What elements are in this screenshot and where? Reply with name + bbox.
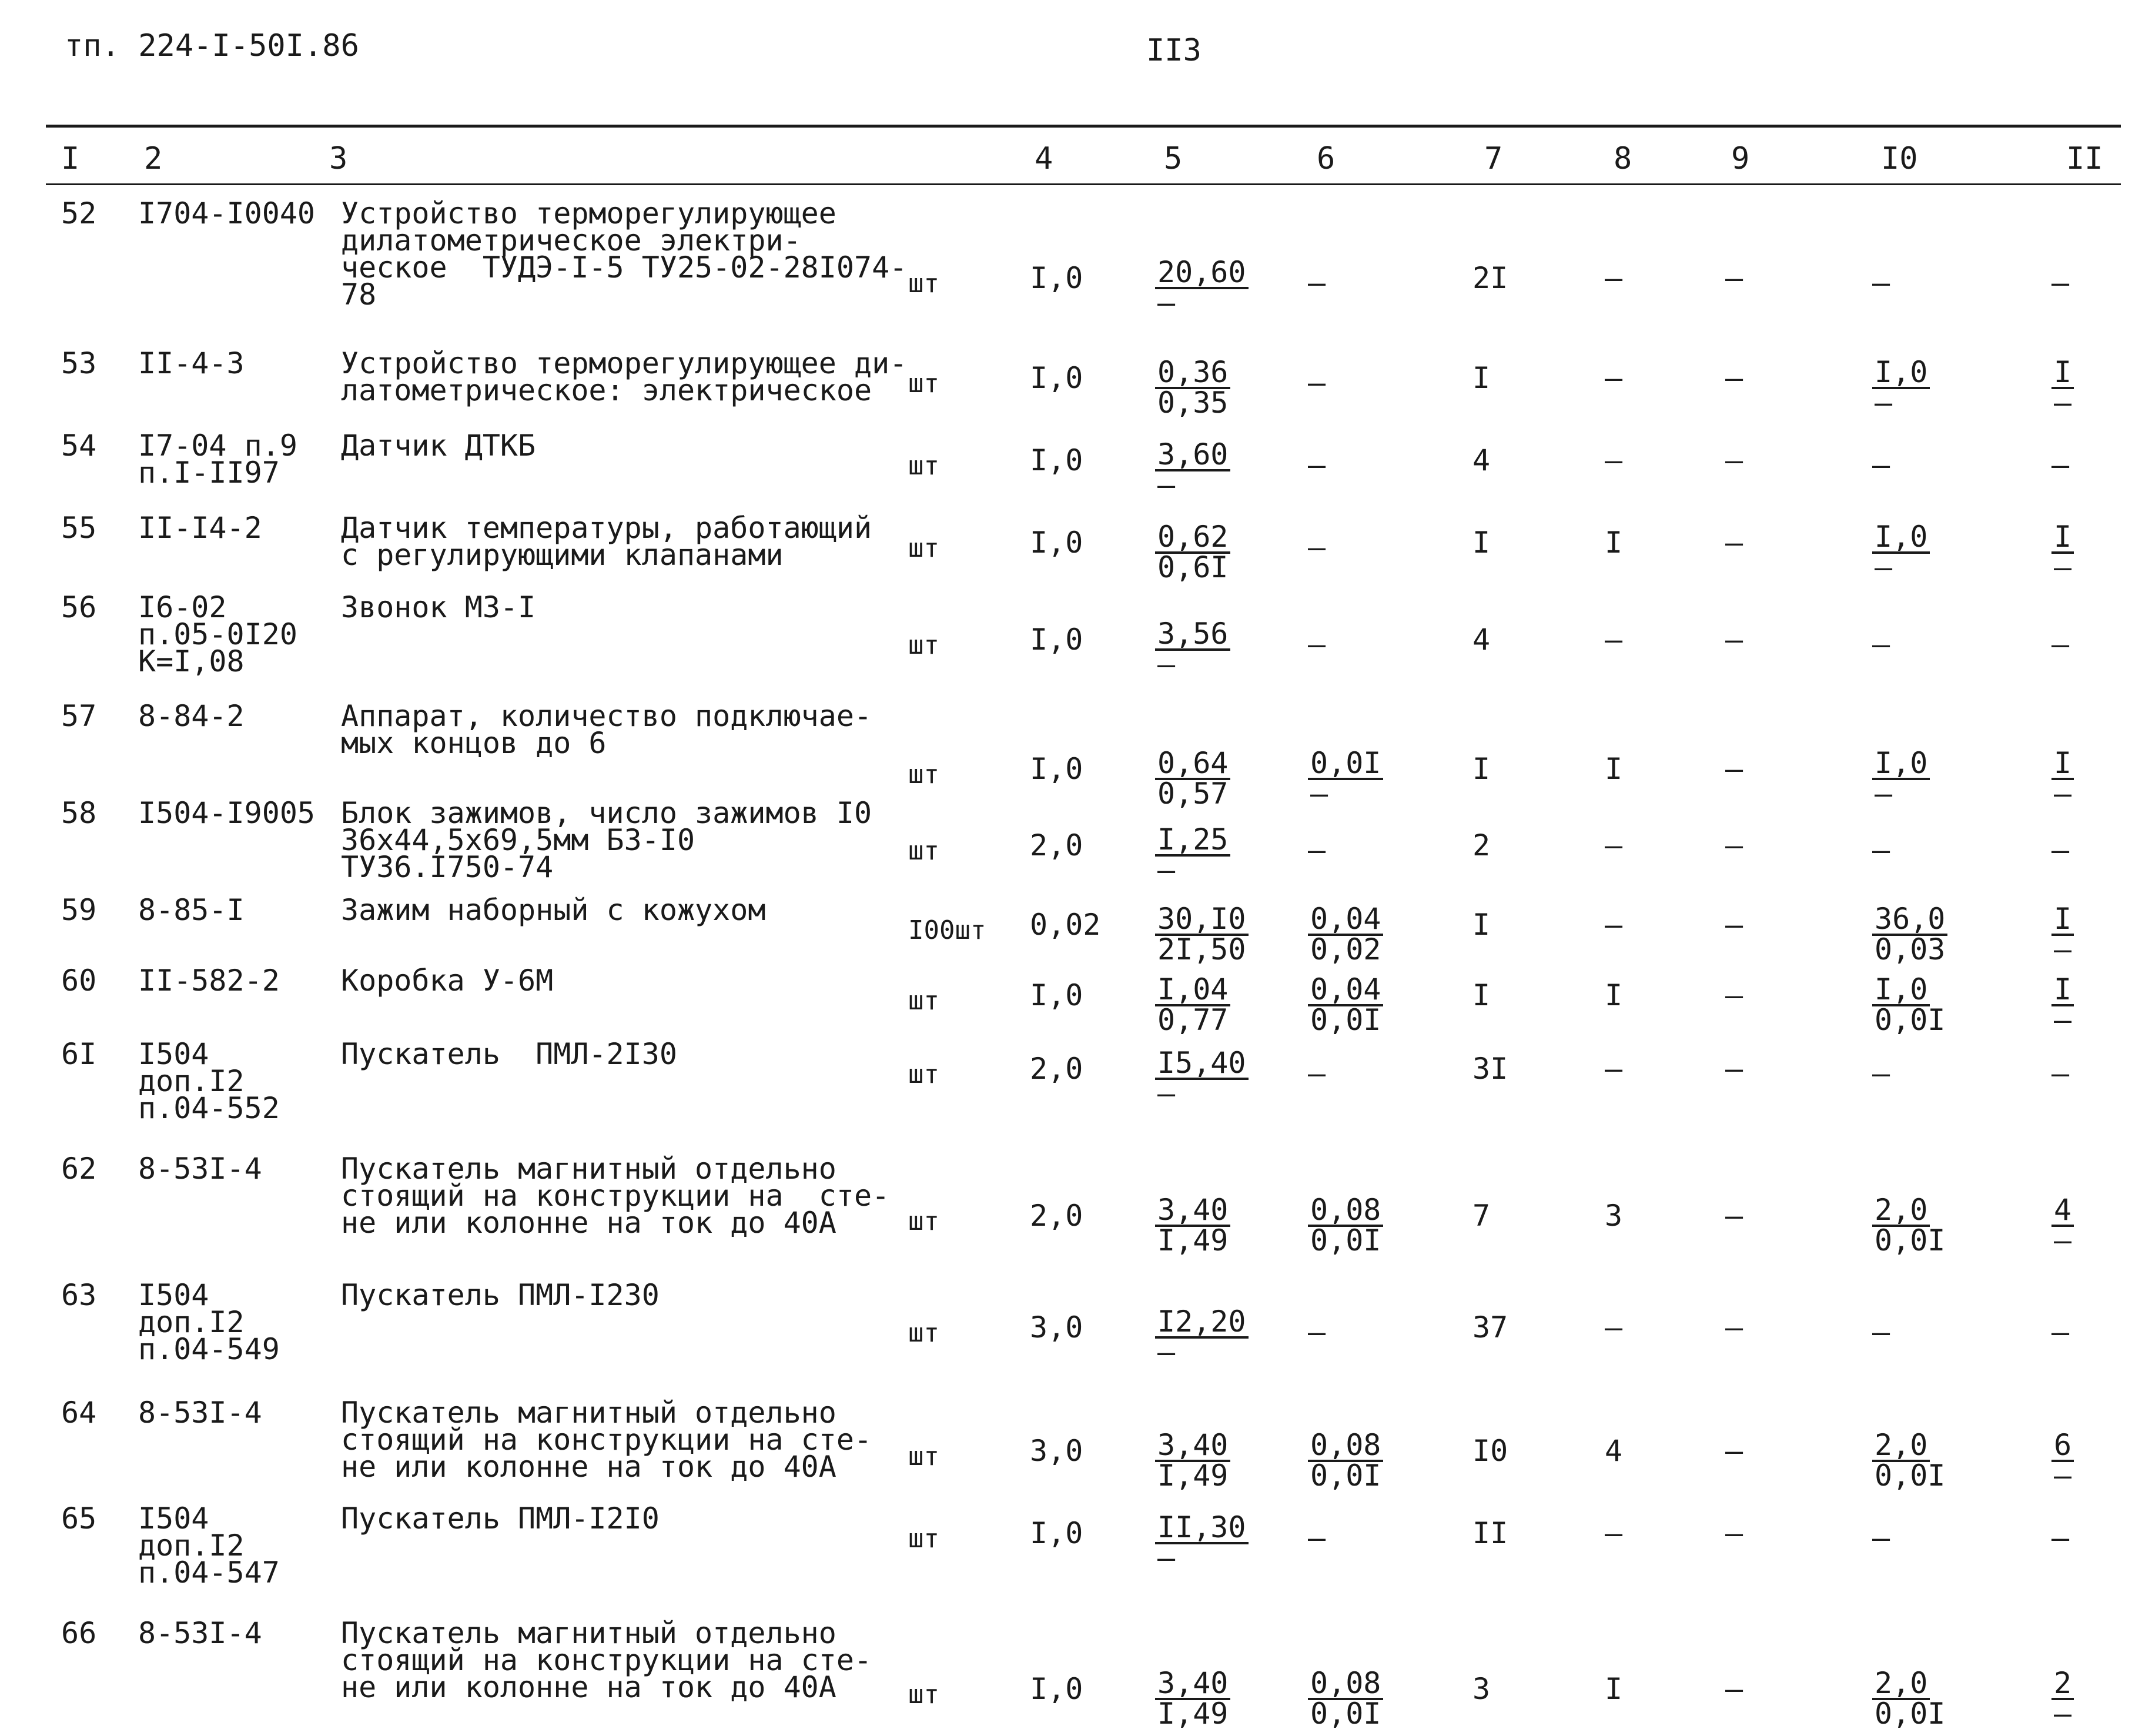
unit: шт: [908, 533, 939, 563]
page-number: II3: [1146, 33, 1201, 68]
col9-value: –: [1725, 1199, 1743, 1233]
col5-value: [1155, 1666, 1230, 1731]
col5-value-denominator: –: [1157, 853, 1176, 887]
row-number: 55: [61, 511, 97, 545]
col11-value-denominator: –: [2054, 550, 2072, 584]
work-description: Пускатель магнитный отдельно стоящий на конструкции на сте- не или колонне на ток до 40А: [341, 1396, 872, 1484]
col5-value: [1155, 520, 1230, 584]
col5-value-numerator: 3,60: [1155, 441, 1230, 471]
row-number: 62: [61, 1152, 97, 1186]
col6-value: –: [1308, 833, 1326, 867]
col5-value-numerator: I,25: [1155, 826, 1230, 857]
col9-value: –: [1725, 828, 1743, 862]
col6-value: [1308, 746, 1383, 811]
col8-value: I: [1605, 526, 1623, 560]
doc-code: тп. 224-I-50I.86: [65, 28, 359, 63]
col5-value-numerator: 30,I0: [1155, 905, 1249, 936]
column-header-1: I: [61, 141, 80, 176]
col6-value: –: [1308, 1521, 1326, 1555]
header-rule: [46, 183, 2121, 185]
col10-value-numerator: 2,0: [1872, 1670, 1930, 1700]
col6-value-denominator: 0,0I: [1310, 1459, 1381, 1493]
col11-value: [2051, 972, 2074, 1037]
col5-value-numerator: 0,62: [1155, 523, 1230, 554]
col10-value: –: [1872, 266, 1890, 300]
unit: шт: [908, 630, 939, 660]
col6-value: [1308, 902, 1383, 966]
quantity: I,0: [1030, 443, 1083, 477]
norm-code: II-582-2: [138, 964, 280, 998]
col11-value-numerator: I: [2051, 750, 2074, 780]
col10-value-numerator: I,0: [1872, 359, 1930, 389]
unit: шт: [908, 836, 939, 866]
col9-value: –: [1725, 1516, 1743, 1550]
norm-code: I704-I0040: [138, 196, 316, 230]
col5-value-numerator: 3,40: [1155, 1431, 1230, 1462]
col10-value: –: [1872, 448, 1890, 482]
column-header-7: 7: [1484, 141, 1503, 176]
col5-value-denominator: 0,57: [1157, 777, 1229, 811]
norm-code: 8-53I-4: [138, 1396, 262, 1430]
col10-value: –: [1872, 833, 1890, 867]
col10-value: [1872, 1666, 1946, 1731]
col9-value: –: [1725, 261, 1743, 295]
col5-value-denominator: I,49: [1157, 1223, 1229, 1257]
unit: шт: [908, 986, 939, 1016]
col6-value: [1308, 1666, 1383, 1731]
col6-value: –: [1308, 266, 1326, 300]
norm-code: 8-53I-4: [138, 1616, 262, 1650]
row-number: 58: [61, 796, 97, 830]
col10-value-denominator: –: [1875, 386, 1893, 420]
work-description: Датчик ДТКБ: [341, 429, 536, 463]
col7-value: 2I: [1472, 261, 1508, 295]
col5-value-denominator: 2I,50: [1157, 932, 1246, 966]
col7-value: 37: [1472, 1310, 1508, 1344]
col7-value: I: [1472, 361, 1491, 395]
col6-value-denominator: 0,0I: [1310, 1697, 1381, 1731]
col10-value: [1872, 746, 1930, 811]
col6-value-numerator: 0,04: [1308, 976, 1383, 1006]
col11-value: [2051, 520, 2074, 584]
norm-code: II-I4-2: [138, 511, 262, 545]
col11-value: [2051, 902, 2074, 966]
col8-value: 4: [1605, 1434, 1623, 1468]
col5-value-denominator: 0,77: [1157, 1003, 1229, 1037]
col8-value: –: [1605, 261, 1623, 295]
quantity: I,0: [1030, 978, 1083, 1012]
col6-value-numerator: 0,08: [1308, 1670, 1383, 1700]
col5-value-numerator: 0,36: [1155, 359, 1230, 389]
work-description: Пускатель ПМЛ-I230: [341, 1278, 660, 1312]
col8-value: I: [1605, 978, 1623, 1012]
col6-value: –: [1308, 366, 1326, 400]
quantity: 2,0: [1030, 1199, 1083, 1233]
work-description: Пускатель ПМЛ-2I30: [341, 1037, 677, 1071]
column-header-8: 8: [1614, 141, 1632, 176]
quantity: I,0: [1030, 261, 1083, 295]
col6-value: –: [1308, 1056, 1326, 1091]
col6-value-numerator: 0,08: [1308, 1431, 1383, 1462]
col5-value: [1155, 746, 1230, 811]
col5-value-denominator: 0,35: [1157, 386, 1229, 420]
col10-value: [1872, 1193, 1946, 1257]
col5-value-denominator: –: [1157, 1076, 1176, 1110]
col5-value: [1155, 355, 1230, 420]
col9-value: –: [1725, 1434, 1743, 1468]
unit: шт: [908, 1059, 939, 1089]
col6-value-denominator: 0,0I: [1310, 1003, 1381, 1037]
col6-value: –: [1308, 627, 1326, 661]
col7-value: I: [1472, 752, 1491, 786]
col11-value: –: [2051, 266, 2070, 300]
col11-value: –: [2051, 1315, 2070, 1349]
col9-value: –: [1725, 443, 1743, 477]
col8-value: –: [1605, 908, 1623, 942]
col5-value: [1155, 1046, 1249, 1110]
norm-code: 8-84-2: [138, 699, 245, 733]
col8-value: –: [1605, 443, 1623, 477]
col5-value-denominator: –: [1157, 286, 1176, 320]
norm-code: I504 доп.I2 п.04-552: [138, 1037, 280, 1125]
col5-value: [1155, 617, 1230, 681]
work-description: Звонок МЗ-I: [341, 590, 536, 624]
quantity: 3,0: [1030, 1310, 1083, 1344]
col6-value: –: [1308, 530, 1326, 564]
work-description: Зажим наборный с кожухом: [341, 893, 766, 927]
norm-code: I6-02 п.05-0I20 К=I,08: [138, 590, 297, 678]
col10-value-denominator: 0,0I: [1875, 1459, 1946, 1493]
work-description: Датчик температуры, работающий с регулирующими клапанами: [341, 511, 872, 572]
norm-code: 8-85-I: [138, 893, 245, 927]
col11-value: –: [2051, 627, 2070, 661]
col7-value: 7: [1472, 1199, 1491, 1233]
work-description: Аппарат, количество подключае- мых концов до 6: [341, 699, 872, 760]
col5-value: [1155, 1193, 1230, 1257]
col10-value-numerator: I,0: [1872, 523, 1930, 554]
col11-value: –: [2051, 448, 2070, 482]
col7-value: 3I: [1472, 1052, 1508, 1086]
col10-value-numerator: I,0: [1872, 976, 1930, 1006]
col8-value: –: [1605, 1310, 1623, 1344]
column-header-10: I0: [1881, 141, 1918, 176]
col9-value: –: [1725, 908, 1743, 942]
col5-value-denominator: –: [1157, 468, 1176, 502]
col10-value-numerator: 2,0: [1872, 1431, 1930, 1462]
col10-value-denominator: –: [1875, 777, 1893, 811]
col10-value-numerator: 2,0: [1872, 1196, 1930, 1227]
column-header-3: 3: [329, 141, 348, 176]
col7-value: 2: [1472, 828, 1491, 862]
quantity: 3,0: [1030, 1434, 1083, 1468]
work-description: Коробка У-6М: [341, 964, 554, 998]
quantity: I,0: [1030, 526, 1083, 560]
col5-value: [1155, 972, 1230, 1037]
col5-value-denominator: I,49: [1157, 1459, 1229, 1493]
col10-value: –: [1872, 627, 1890, 661]
col7-value: I: [1472, 908, 1491, 942]
quantity: I,0: [1030, 361, 1083, 395]
row-number: 60: [61, 964, 97, 998]
col5-value-numerator: 20,60: [1155, 259, 1249, 289]
col5-value-numerator: II,30: [1155, 1514, 1249, 1544]
row-number: 64: [61, 1396, 97, 1430]
unit: шт: [908, 369, 939, 399]
unit: шт: [908, 1318, 939, 1348]
row-number: 59: [61, 893, 97, 927]
quantity: 0,02: [1030, 908, 1101, 942]
col5-value: [1155, 255, 1249, 320]
col11-value-numerator: I: [2051, 905, 2074, 936]
col6-value-denominator: 0,02: [1310, 932, 1381, 966]
col9-value: –: [1725, 623, 1743, 657]
column-header-4: 4: [1035, 141, 1053, 176]
col9-value: –: [1725, 1310, 1743, 1344]
norm-code: I504 доп.I2 п.04-549: [138, 1278, 280, 1366]
work-description: Устройство терморегулирующее дилатометрическое электри- ческое ТУДЭ-I-5 ТУ25-02-28I074- 78: [341, 196, 908, 312]
col5-value-numerator: I,04: [1155, 976, 1230, 1006]
col10-value-denominator: –: [1875, 550, 1893, 584]
col5-value-denominator: –: [1157, 1541, 1176, 1575]
unit: I00шт: [908, 915, 986, 945]
col10-value: [1872, 902, 1947, 966]
col6-value-numerator: 0,04: [1308, 905, 1383, 936]
column-header-5: 5: [1164, 141, 1183, 176]
col11-value-denominator: –: [2054, 1697, 2072, 1731]
col11-value-denominator: –: [2054, 1223, 2072, 1257]
col10-value: [1872, 355, 1930, 420]
unit: шт: [908, 1680, 939, 1710]
row-number: 52: [61, 196, 97, 230]
col7-value: I: [1472, 978, 1491, 1012]
col11-value-numerator: 4: [2051, 1196, 2074, 1227]
row-number: 65: [61, 1501, 97, 1536]
norm-code: I504 доп.I2 п.04-547: [138, 1501, 280, 1590]
col6-value: –: [1308, 1315, 1326, 1349]
col8-value: –: [1605, 1052, 1623, 1086]
col11-value: [2051, 355, 2074, 420]
unit: шт: [908, 451, 939, 481]
col6-value-denominator: –: [1310, 777, 1328, 811]
column-header-11: II: [2066, 141, 2103, 176]
column-header-2: 2: [144, 141, 163, 176]
norm-code: 8-53I-4: [138, 1152, 262, 1186]
row-number: 6I: [61, 1037, 97, 1071]
row-number: 66: [61, 1616, 97, 1650]
quantity: 2,0: [1030, 1052, 1083, 1086]
column-header-9: 9: [1731, 141, 1750, 176]
norm-code: II-4-3: [138, 346, 245, 380]
col5-value-denominator: –: [1157, 647, 1176, 681]
col10-value: –: [1872, 1056, 1890, 1091]
unit: шт: [908, 1206, 939, 1236]
col6-value: [1308, 1428, 1383, 1493]
col11-value-numerator: I: [2051, 976, 2074, 1006]
col10-value-denominator: 0,03: [1875, 932, 1946, 966]
col11-value: [2051, 1193, 2074, 1257]
col10-value: –: [1872, 1521, 1890, 1555]
col8-value: –: [1605, 1516, 1623, 1550]
col11-value: [2051, 746, 2074, 811]
col10-value: [1872, 520, 1930, 584]
col11-value: –: [2051, 833, 2070, 867]
col9-value: –: [1725, 361, 1743, 395]
col6-value-denominator: 0,0I: [1310, 1223, 1381, 1257]
col5-value: [1155, 1428, 1230, 1493]
quantity: I,0: [1030, 1672, 1083, 1706]
col9-value: –: [1725, 1052, 1743, 1086]
col5-value-numerator: 3,40: [1155, 1670, 1230, 1700]
col5-value-denominator: –: [1157, 1335, 1176, 1369]
col8-value: –: [1605, 828, 1623, 862]
col11-value: –: [2051, 1056, 2070, 1091]
col11-value-denominator: –: [2054, 777, 2072, 811]
col10-value-numerator: 36,0: [1872, 905, 1947, 936]
col5-value-numerator: I5,40: [1155, 1049, 1249, 1080]
col5-value-numerator: 0,64: [1155, 750, 1230, 780]
col9-value: –: [1725, 1672, 1743, 1706]
work-description: Блок зажимов, число зажимов I0 36х44,5х69,5мм БЗ-I0 ТУ36.I750-74: [341, 796, 872, 884]
norm-code: I7-04 п.9 п.I-II97: [138, 429, 297, 490]
work-description: Пускатель магнитный отдельно стоящий на конструкции на сте- не или колонне на ток до 40А: [341, 1616, 872, 1704]
row-number: 53: [61, 346, 97, 380]
col6-value: –: [1308, 448, 1326, 482]
col5-value: [1155, 437, 1230, 502]
column-header-6: 6: [1317, 141, 1336, 176]
col10-value: [1872, 972, 1946, 1037]
col11-value-denominator: –: [2054, 386, 2072, 420]
col11-value-numerator: I: [2051, 359, 2074, 389]
col11-value-denominator: –: [2054, 932, 2072, 966]
col11-value-numerator: 2: [2051, 1670, 2074, 1700]
col8-value: –: [1605, 361, 1623, 395]
col8-value: 3: [1605, 1199, 1623, 1233]
col8-value: I: [1605, 752, 1623, 786]
col9-value: –: [1725, 752, 1743, 786]
col5-value-numerator: 3,40: [1155, 1196, 1230, 1227]
col5-value: [1155, 902, 1249, 966]
col5-value-numerator: 3,56: [1155, 620, 1230, 651]
col7-value: 3: [1472, 1672, 1491, 1706]
col9-value: –: [1725, 526, 1743, 560]
col6-value: [1308, 972, 1383, 1037]
col11-value-denominator: –: [2054, 1003, 2072, 1037]
unit: шт: [908, 269, 939, 299]
col10-value-denominator: 0,0I: [1875, 1697, 1946, 1731]
quantity: 2,0: [1030, 828, 1083, 862]
col11-value-numerator: 6: [2051, 1431, 2074, 1462]
quantity: I,0: [1030, 752, 1083, 786]
col7-value: I: [1472, 526, 1491, 560]
col7-value: II: [1472, 1516, 1508, 1550]
col7-value: I0: [1472, 1434, 1508, 1468]
col6-value-numerator: 0,0I: [1308, 750, 1383, 780]
col5-value-denominator: 0,6I: [1157, 550, 1229, 584]
col11-value-numerator: I: [2051, 523, 2074, 554]
row-number: 56: [61, 590, 97, 624]
col11-value: [2051, 1428, 2074, 1493]
quantity: I,0: [1030, 623, 1083, 657]
col8-value: I: [1605, 1672, 1623, 1706]
col11-value-denominator: –: [2054, 1459, 2072, 1493]
col8-value: –: [1605, 623, 1623, 657]
work-description: Устройство терморегулирующее ди- латометрическое: электрическое: [341, 346, 908, 407]
col7-value: 4: [1472, 623, 1491, 657]
col5-value-numerator: I2,20: [1155, 1308, 1249, 1339]
norm-code: I504-I9005: [138, 796, 316, 830]
col10-value: –: [1872, 1315, 1890, 1349]
unit: шт: [908, 1441, 939, 1471]
quantity: I,0: [1030, 1516, 1083, 1550]
work-description: Пускатель магнитный отдельно стоящий на конструкции на сте- не или колонне на ток до 40А: [341, 1152, 890, 1240]
col9-value: –: [1725, 978, 1743, 1012]
work-description: Пускатель ПМЛ-I2I0: [341, 1501, 660, 1536]
col5-value: [1155, 1510, 1249, 1575]
col5-value: [1155, 822, 1230, 887]
col6-value: [1308, 1193, 1383, 1257]
row-number: 57: [61, 699, 97, 733]
top-rule: [46, 125, 2121, 128]
col11-value: –: [2051, 1521, 2070, 1555]
col10-value-numerator: I,0: [1872, 750, 1930, 780]
col10-value-denominator: 0,0I: [1875, 1223, 1946, 1257]
col5-value-denominator: I,49: [1157, 1697, 1229, 1731]
col6-value-numerator: 0,08: [1308, 1196, 1383, 1227]
col10-value: [1872, 1428, 1946, 1493]
unit: шт: [908, 760, 939, 790]
unit: шт: [908, 1524, 939, 1554]
col10-value-denominator: 0,0I: [1875, 1003, 1946, 1037]
row-number: 54: [61, 429, 97, 463]
col7-value: 4: [1472, 443, 1491, 477]
row-number: 63: [61, 1278, 97, 1312]
col5-value: [1155, 1304, 1249, 1369]
col11-value: [2051, 1666, 2074, 1731]
